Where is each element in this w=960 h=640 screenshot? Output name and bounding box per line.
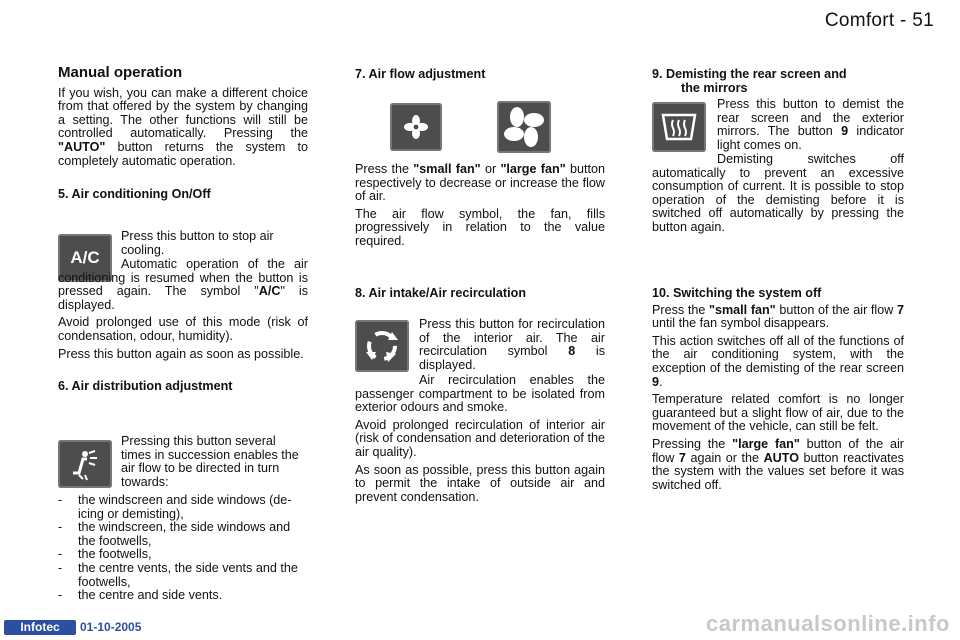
list-item: - the windscreen, the side windows and the footwells, — [58, 520, 291, 548]
demisting-title: 9. Demisting the rear screen and the mirrors — [652, 67, 847, 95]
ac-text-2: Automatic operation of the air conditioning is resumed when the button is pressed again. The symbol "A/C" is displayed. Avoid prolonged use of this mode (risk of condensation, odour, humidity). Press this button again as soon as possible. 6. Air distribution adjustment — [58, 257, 308, 394]
section-title-manual-operation: Manual operation — [58, 64, 183, 81]
air-flow-text: Press the "small fan" or "large fan" button respectively to decrease or increase the flow of air. The air flow symbol, the fan, fills progressively in relation to the value required. — [355, 162, 605, 248]
footer-date: 01-10-2005 — [80, 620, 142, 634]
air-flow-title: 7. Air flow adjustment — [355, 67, 486, 81]
recirculation-title: 8. Air intake/Air recirculation — [355, 286, 527, 300]
recirculation-icon — [355, 320, 409, 372]
page-title: Comfort - 51 — [824, 10, 934, 31]
list-item: - the windscreen and side windows (de-icing or demisting), — [58, 493, 292, 521]
recirculation-text-2: Air recirculation enables the passenger compartment to be isolated from exterior odours and smoke. Avoid prolonged recirculation of interior air (risk of condensation and deterioration of the air quality). As soon as possible, press this button again to permit the intake of outside air and prevent condensation. — [355, 373, 605, 504]
list-item: - the footwells, — [58, 547, 152, 562]
air-distribution-icon — [58, 440, 112, 488]
watermark-site: carmanualsonline.info — [706, 611, 950, 636]
demisting-text-2: Demisting switches off automatically to prevent an excessive consumption of current. It is possible to stop operation of the demisting before it is switched off automatically by pressing the button again. — [652, 152, 904, 234]
air-distribution-list — [58, 494, 308, 603]
large-fan-icon — [497, 101, 551, 153]
list-item: - the centre and side vents. — [58, 588, 223, 603]
rear-screen-demist-icon — [652, 102, 706, 152]
ac-button-icon: A/C — [58, 234, 112, 282]
list-item: - the centre vents, the side vents and the footwells, — [58, 560, 298, 589]
small-fan-icon — [390, 103, 442, 151]
demisting-text: Press this button to demist the rear screen and the exterior mirrors. The button 9 indicator light comes on. — [717, 97, 904, 152]
section-title-ac: 5. Air conditioning On/Off — [58, 187, 211, 202]
ac-text: Press this button to stop air cooling. — [121, 229, 274, 257]
intro-paragraph: If you wish, you can make a different choice from that offered by the system by changing a setting. The other functions will still be controlled automatically. Pressing the "AUTO" button returns the system to completely automatic operation. — [58, 85, 308, 168]
recirculation-text: Press this button for recirculation of the interior air. The air recirculation symbol 8 is displayed. — [419, 317, 605, 372]
seat-airflow-glyph — [65, 447, 105, 481]
switch-off-section: 10. Switching the system off Press the "small fan" button of the air flow 7 until the fan symbol disappears. This action switches off all of the functions of the air conditioning system, with the exception of the demisting of the rear screen 9. Temperature related comfort is no longer guaranteed but a slight flow of air, due to the movement of the vehicle, can still be felt. Pressing the "large fan" button of the air flow 7 again or the AUTO button reactivates the system with the values set before it was switched off. — [652, 286, 904, 492]
infotec-logo: Infotec — [4, 620, 76, 635]
air-distribution-text: Pressing this button several times in succession enables the air flow to be directed in turn towards: — [121, 434, 299, 489]
section-title-air-distribution: 6. Air distribution adjustment — [58, 379, 233, 394]
column-manual-operation — [58, 66, 308, 202]
